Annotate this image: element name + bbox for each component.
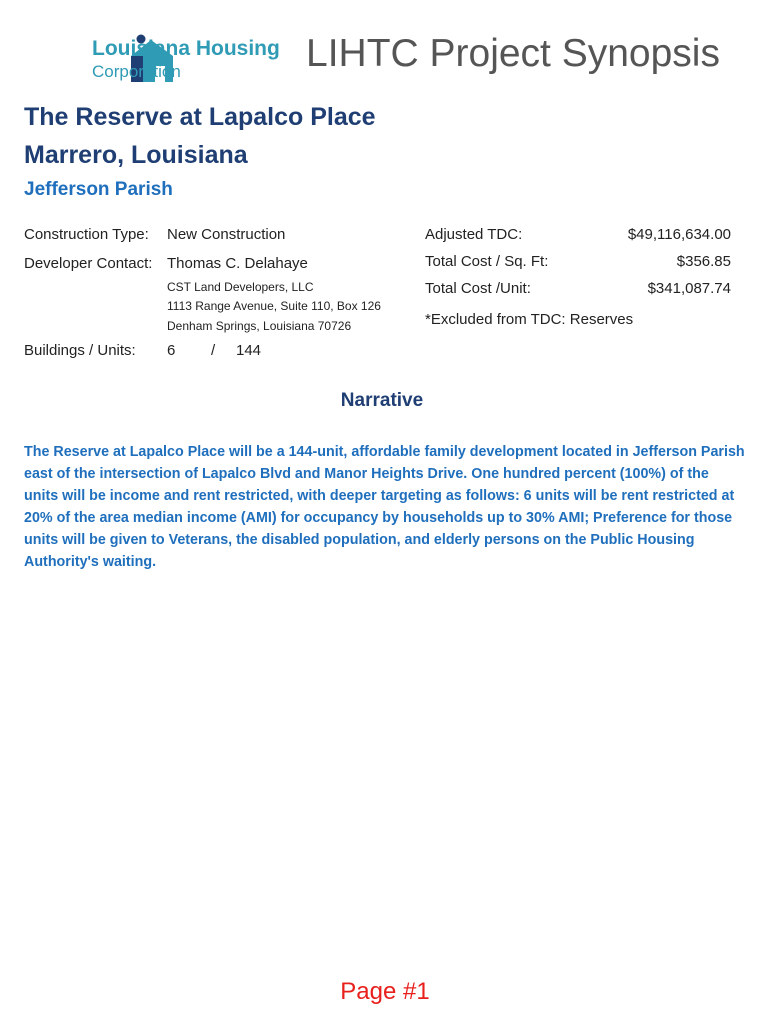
construction-type-label: Construction Type: [24, 226, 149, 243]
developer-address-line1: 1113 Range Avenue, Suite 110, Box 126 [167, 299, 381, 313]
cost-per-unit-value: $341,087.74 [647, 280, 731, 297]
buildings-units-label: Buildings / Units: [24, 342, 136, 359]
buildings-count: 6 [167, 342, 176, 359]
project-location: Marrero, Louisiana [24, 141, 248, 169]
cost-per-unit-label: Total Cost /Unit: [425, 280, 531, 297]
units-count: 144 [236, 342, 262, 359]
narrative-heading: Narrative [340, 390, 424, 411]
adjusted-tdc-label: Adjusted TDC: [425, 226, 523, 243]
developer-contact-value: Thomas C. Delahaye [167, 255, 308, 272]
developer-address-line2: Denham Springs, Louisiana 70726 [167, 319, 352, 333]
document-title: LIHTC Project Synopsis [306, 32, 720, 75]
narrative-body: The Reserve at Lapalco Place will be a 144-unit, affordable family development located in Jefferson Parish east of the intersection of Lapalco Blvd and Manor Heights Drive. One hundred percent (100%) of the units will be income and rent restricted, with deeper targeting as follows: 6 units will be rent restricted at 20% of the area median income (AMI) for occupancy by households up to 30% AMI; Preference for those units will be given to Veterans, the disabled population, and elderly persons on the Public Housing Authority's waiting. [24, 444, 745, 570]
cost-per-sqft-label: Total Cost / Sq. Ft: [425, 253, 549, 270]
units-separator: / [211, 342, 216, 359]
developer-company: CST Land Developers, LLC [167, 280, 314, 294]
logo-name: Louisiana Housing [92, 37, 280, 60]
tdc-exclusion-note: *Excluded from TDC: Reserves [425, 311, 634, 328]
page-number: Page #1 [340, 978, 430, 1005]
project-name: The Reserve at Lapalco Place [24, 103, 376, 131]
cost-per-sqft-value: $356.85 [676, 253, 731, 270]
adjusted-tdc-value: $49,116,634.00 [627, 226, 731, 243]
project-parish: Jefferson Parish [24, 179, 173, 200]
construction-type-value: New Construction [167, 226, 286, 243]
developer-contact-label: Developer Contact: [24, 255, 153, 272]
logo-subtitle: Corporation [92, 62, 181, 81]
